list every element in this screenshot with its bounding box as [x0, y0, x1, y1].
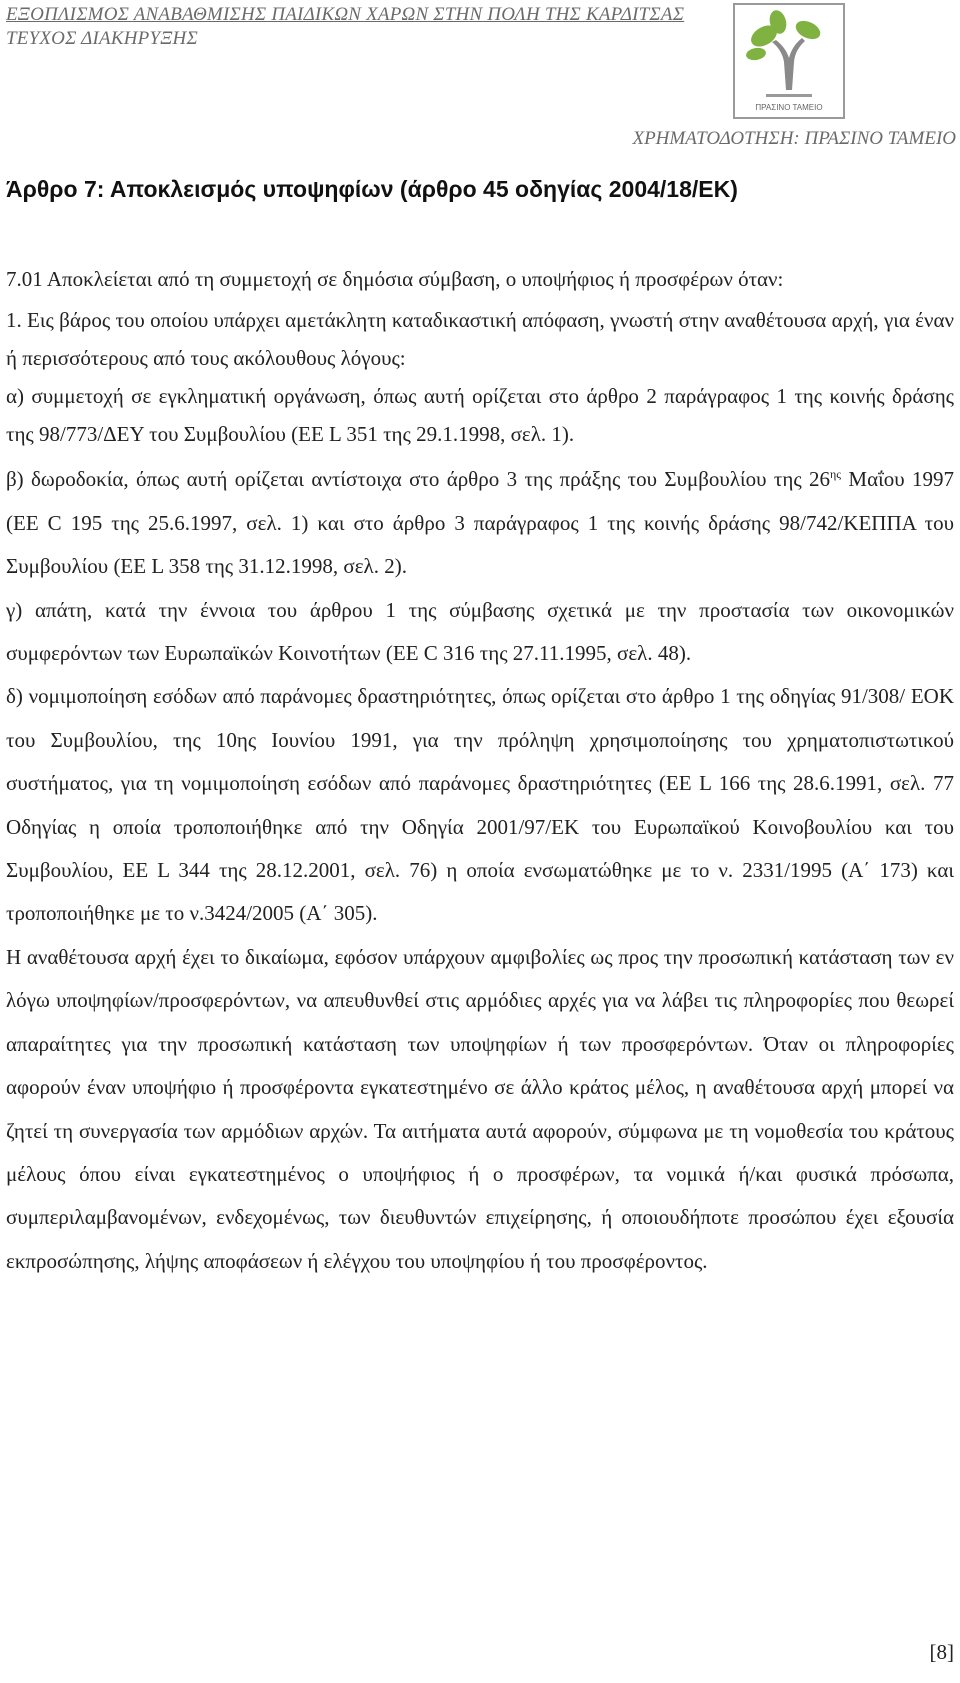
item-1: 1. Εις βάρος του οποίου υπάρχει αμετάκλητη καταδικαστική απόφαση, γνωστή στην αναθέτουσα αρχή, για έναν ή περισσότερους από τους ακόλουθους λόγους:	[6, 308, 954, 371]
project-title: ΕΞΟΠΛΙΣΜΟΣ ΑΝΑΒΑΘΜΙΣΗΣ ΠΑΙΔΙΚΩΝ ΧΑΡΩΝ ΣΤΗΝ ΠΟΛΗ ΤΗΣ ΚΑΡΔΙΤΣΑΣ	[6, 4, 685, 25]
ordinal-suffix: ης	[830, 467, 842, 482]
item-b	[6, 453, 954, 588]
page-header	[0, 0, 960, 150]
item-a: α) συμμετοχή σε εγκληματική οργάνωση, όπως αυτή ορίζεται στο άρθρο 2 παράγραφος 1 της κοινής δράσης της 98/773/ΔΕΥ του Συμβουλίου (ΕΕ L 351 της 29.1.1998, σελ. 1).	[6, 384, 954, 447]
article-title: Άρθρο 7: Αποκλεισμός υποψηφίων (άρθρο 45 οδηγίας 2004/18/ΕΚ)	[6, 176, 738, 202]
item-d: δ) νομιμοποίηση εσόδων από παράνομες δραστηριότητες, όπως ορίζεται στο άρθρο 1 της οδηγίας 91/308/ ΕΟΚ του Συμβουλίου, της 10ης Ιουνίου 1991, για την πρόληψη χρησιμοποίησης του χρηματοπιστωτικού συστήματος, για τη νομιμοποίηση εσόδων από παράνομες δραστηριότητες (ΕΕ L 166 της 28.6.1991, σελ. 77 Οδηγίας η οποία τροποποιήθηκε από την Οδηγία 2001/97/ΕΚ του Ευρωπαϊκού Κοινοβουλίου και του Συμβουλίου, ΕΕ L 344 της 28.12.2001, σελ. 76) η οποία ενσωματώθηκε με το ν. 2331/1995 (Α΄ 173) και τροποποιήθηκε με το ν.3424/2005 (Α΄ 305).	[6, 684, 954, 926]
article-body	[6, 258, 954, 1283]
closing-paragraph: Η αναθέτουσα αρχή έχει το δικαίωμα, εφόσον υπάρχουν αμφιβολίες ως προς την προσωπική κατάσταση των εν λόγω υποψηφίων/προσφερόντων, να απευθυνθεί στις αρμόδιες αρχές για να λάβει τις πληροφορίες που θεωρεί απαραίτητες για την προσωπική κατάσταση των υποψηφίων ή των προσφερόντων. Όταν οι πληροφορίες αφορούν έναν υποψήφιο ή προσφέροντα εγκατεστημένο σε άλλο κράτος μέλος, η αναθέτουσα αρχή μπορεί να ζητεί τη συνεργασία των αρμόδιων αρχών. Τα αιτήματα αυτά αφορούν, σύμφωνα με τη νομοθεσία του κράτους μέλους όπου είναι εγκατεστημένος ο υποψήφιος ή ο προσφέρων, τα νομικά ή/και φυσικά πρόσωπα, συμπεριλαμβανομένων, ενδεχομένως, των διευθυντών επιχείρησης, ή οποιουδήποτε προσώπου έχει εξουσία εκπροσώπησης, λήψης αποφάσεων ή ελέγχου του υποψηφίου ή του προσφέροντος.	[6, 944, 954, 1273]
logo-caption: ΠΡΑΣΙΝΟ ΤΑΜΕΙΟ	[755, 103, 823, 112]
item-b-text-start: β) δωροδοκία, όπως αυτή ορίζεται αντίστοιχα στο άρθρο 3 της πράξης του Συμβουλίου της 26	[6, 467, 831, 492]
green-fund-logo	[732, 2, 846, 120]
page-number: [8]	[929, 1640, 954, 1664]
intro-paragraph: 7.01 Αποκλείεται από τη συμμετοχή σε δημόσια σύμβαση, ο υποψήφιος ή προσφέρων όταν:	[6, 267, 784, 291]
document-type: ΤΕΥΧΟΣ ΔΙΑΚΗΡΥΞΗΣ	[6, 28, 198, 49]
item-b-text-end: Μαΐου 1997 (ΕΕ C 195 της 25.6.1997, σελ. 1) και στο άρθρο 3 παράγραφος 1 της κοινής δράσης 98/742/ΚΕΠΠΑ του Συμβουλίου (ΕΕ L 358 της 31.12.1998, σελ. 2).	[6, 467, 954, 579]
funding-note: ΧΡΗΜΑΤΟΔΟΤΗΣΗ: ΠΡΑΣΙΝΟ ΤΑΜΕΙΟ	[632, 128, 956, 149]
item-c: γ) απάτη, κατά την έννοια του άρθρου 1 της σύμβασης σχετικά με την προστασία των οικονομικών συμφερόντων των Ευρωπαϊκών Κοινοτήτων (ΕΕ C 316 της 27.11.1995, σελ. 48).	[6, 597, 954, 666]
